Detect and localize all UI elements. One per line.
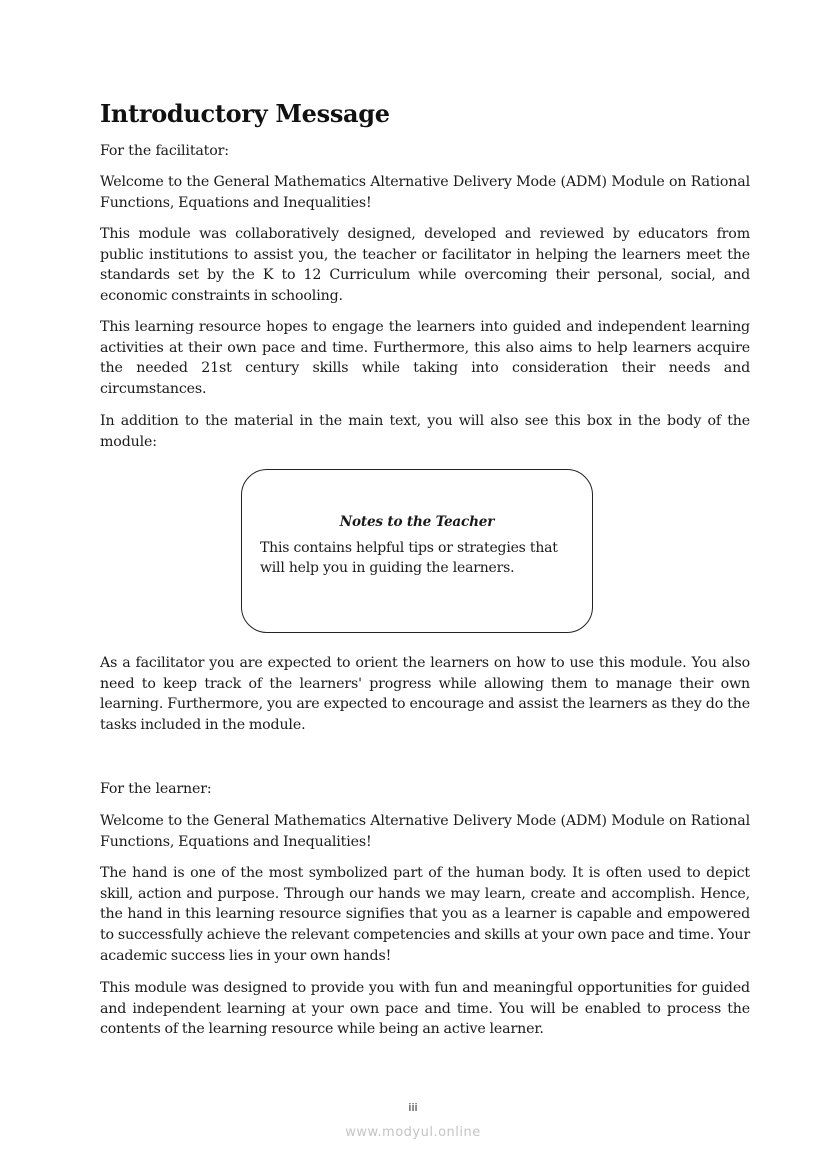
facilitator-paragraph-design: This module was collaboratively designed, developed and reviewed by educators from public institutions to assist you, the teacher or facilitator in helping the learners meet the standards set by the K to 12 Curriculum while overcoming their personal, social, and economic constraints in schooling.: [100, 226, 750, 305]
facilitator-paragraph-box-intro: In addition to the material in the main text, you will also see this box in the body of the module:: [100, 413, 750, 450]
learner-heading: For the learner:: [100, 781, 212, 797]
facilitator-paragraph-closing: As a facilitator you are expected to orient the learners on how to use this module. You also need to keep track of the learners' progress while allowing them to manage their own learning. Furthermore, you are expected to encourage and assist the learners as they do the tasks included in the module.: [100, 655, 750, 734]
note-box-title: Notes to the Teacher: [339, 514, 495, 530]
learner-paragraph-design: This module was designed to provide you with fun and meaningful opportunities for guided and independent learning at your own pace and time. You will be enabled to process the contents of the learning resource while being an active learner.: [100, 980, 750, 1038]
facilitator-paragraph-resource: This learning resource hopes to engage the learners into guided and independent learning activities at their own pace and time. Furthermore, this also aims to help learners acquire the needed 21st century skills while taking into consideration their needs and circumstances.: [100, 319, 750, 398]
learner-paragraph-hand: The hand is one of the most symbolized part of the human body. It is often used to depict skill, action and purpose. Through our hands we may learn, create and accomplish. Hence, the hand in this learning resource signifies that you as a learner is capable and empowered to successfully achieve the relevant competencies and skills at your own pace and time. Your academic success lies in your own hands!: [100, 865, 750, 964]
facilitator-paragraph-welcome: Welcome to the General Mathematics Alternative Delivery Mode (ADM) Module on Rational Functions, Equations and Inequalities!: [100, 174, 750, 211]
note-box-body: This contains helpful tips or strategies that will help you in guiding the learners.: [260, 540, 558, 576]
page-number: iii: [408, 1101, 418, 1114]
learner-paragraph-welcome: Welcome to the General Mathematics Alternative Delivery Mode (ADM) Module on Rational Functions, Equations and Inequalities!: [100, 813, 750, 850]
page-title: Introductory Message: [100, 99, 390, 128]
notes-to-teacher-box: [241, 469, 593, 633]
facilitator-heading: For the facilitator:: [100, 143, 229, 159]
watermark: www.modyul.online: [345, 1125, 481, 1140]
